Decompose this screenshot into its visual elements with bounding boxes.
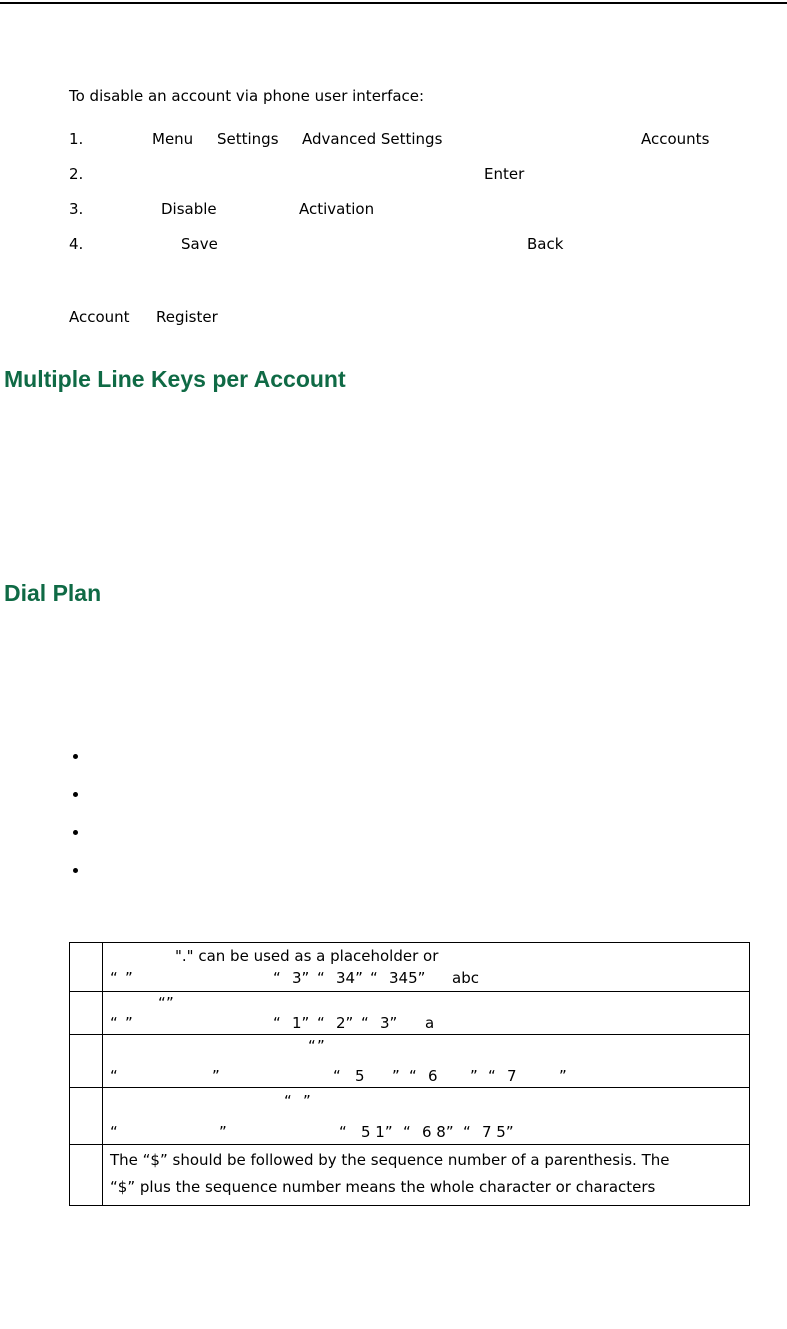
cell-fragment: “ — [273, 1014, 281, 1032]
step-number: 3. — [69, 200, 84, 218]
cell-fragment: ” — [212, 1067, 220, 1085]
description-cell — [103, 943, 750, 992]
dial-plan-rules-table — [69, 942, 750, 1206]
description-cell — [103, 1035, 750, 1088]
cell-fragment: “ — [284, 1092, 292, 1110]
cell-fragment: 34” — [336, 969, 363, 987]
cell-fragment: “ — [110, 1123, 118, 1141]
header-rule — [0, 2, 787, 4]
description-cell — [103, 1088, 750, 1145]
cell-fragment: “ — [361, 1014, 369, 1032]
cell-fragment: ” — [125, 1014, 133, 1032]
cell-fragment: ” — [219, 1123, 227, 1141]
advanced-settings-label: Advanced Settings — [302, 130, 443, 148]
cell-fragment: “ — [463, 1123, 471, 1141]
table-row — [70, 1035, 750, 1088]
back-label: Back — [527, 235, 564, 253]
accounts-label: Accounts — [641, 130, 710, 148]
section-heading-multiple-line-keys: Multiple Line Keys per Account — [4, 366, 346, 392]
bullet-marker — [73, 754, 78, 759]
menu-label: Menu — [152, 130, 194, 148]
cell-fragment: “ — [273, 969, 281, 987]
description-cell — [103, 992, 750, 1035]
intro-text: To disable an account via phone user interface: — [69, 87, 425, 105]
cell-fragment: a — [425, 1014, 435, 1032]
cell-fragment: 7 — [507, 1067, 517, 1085]
cell-fragment: “ — [339, 1123, 347, 1141]
cell-fragment: “ — [409, 1067, 417, 1085]
cell-fragment: “ — [317, 969, 325, 987]
table-row — [70, 943, 750, 992]
cell-fragment: 6 — [428, 1067, 438, 1085]
cell-fragment: “ — [317, 1014, 325, 1032]
table-row — [70, 992, 750, 1035]
cell-fragment: 3” — [292, 969, 310, 987]
account-label: Account — [69, 308, 130, 326]
cell-fragment: 7 5” — [482, 1123, 514, 1141]
cell-fragment: “ — [110, 1067, 118, 1085]
save-label: Save — [181, 235, 218, 253]
bullet-marker — [73, 868, 78, 873]
step-number: 1. — [69, 130, 84, 148]
cell-fragment: abc — [452, 969, 479, 987]
section-heading-dial-plan: Dial Plan — [4, 580, 102, 606]
cell-fragment: 345” — [389, 969, 426, 987]
cell-fragment: 3” — [380, 1014, 398, 1032]
row-number-cell — [70, 943, 103, 992]
row-number-cell — [70, 1035, 103, 1088]
cell-fragment: ” — [559, 1067, 567, 1085]
bullet-marker — [73, 792, 78, 797]
cell-fragment: ” — [303, 1092, 311, 1110]
cell-fragment: 5 1” — [361, 1123, 393, 1141]
cell-fragment: ” — [392, 1067, 400, 1085]
register-label: Register — [156, 308, 218, 326]
cell-fragment: “ — [308, 1037, 316, 1055]
cell-fragment: 5 — [355, 1067, 365, 1085]
cell-fragment: 2” — [336, 1014, 354, 1032]
cell-fragment: ” — [470, 1067, 478, 1085]
cell-fragment: “ — [488, 1067, 496, 1085]
cell-fragment: “ — [110, 969, 118, 987]
cell-line: "." can be used as a placeholder or — [175, 947, 439, 965]
cell-fragment: “ — [110, 1014, 118, 1032]
cell-fragment: 6 8” — [422, 1123, 454, 1141]
cell-fragment: 1” — [292, 1014, 310, 1032]
table-row — [70, 1145, 750, 1206]
cell-fragment: ” — [317, 1037, 325, 1055]
disable-label: Disable — [161, 200, 217, 218]
row-number-cell — [70, 1145, 103, 1206]
step-number: 2. — [69, 165, 84, 183]
cell-line: “$” plus the sequence number means the whole character or characters — [110, 1178, 656, 1196]
step-number: 4. — [69, 235, 84, 253]
cell-line: The “$” should be followed by the sequence number of a parenthesis. The — [110, 1151, 670, 1169]
cell-fragment: “ — [370, 969, 378, 987]
row-number-cell — [70, 1088, 103, 1145]
cell-fragment: “ — [333, 1067, 341, 1085]
bullet-marker — [73, 830, 78, 835]
row-number-cell — [70, 992, 103, 1035]
settings-label: Settings — [217, 130, 279, 148]
activation-label: Activation — [299, 200, 375, 218]
cell-fragment: “ — [403, 1123, 411, 1141]
description-cell — [103, 1145, 750, 1206]
cell-fragment: “ — [158, 994, 166, 1012]
cell-fragment: ” — [166, 994, 174, 1012]
enter-label: Enter — [484, 165, 525, 183]
cell-fragment: ” — [125, 969, 133, 987]
table-row — [70, 1088, 750, 1145]
